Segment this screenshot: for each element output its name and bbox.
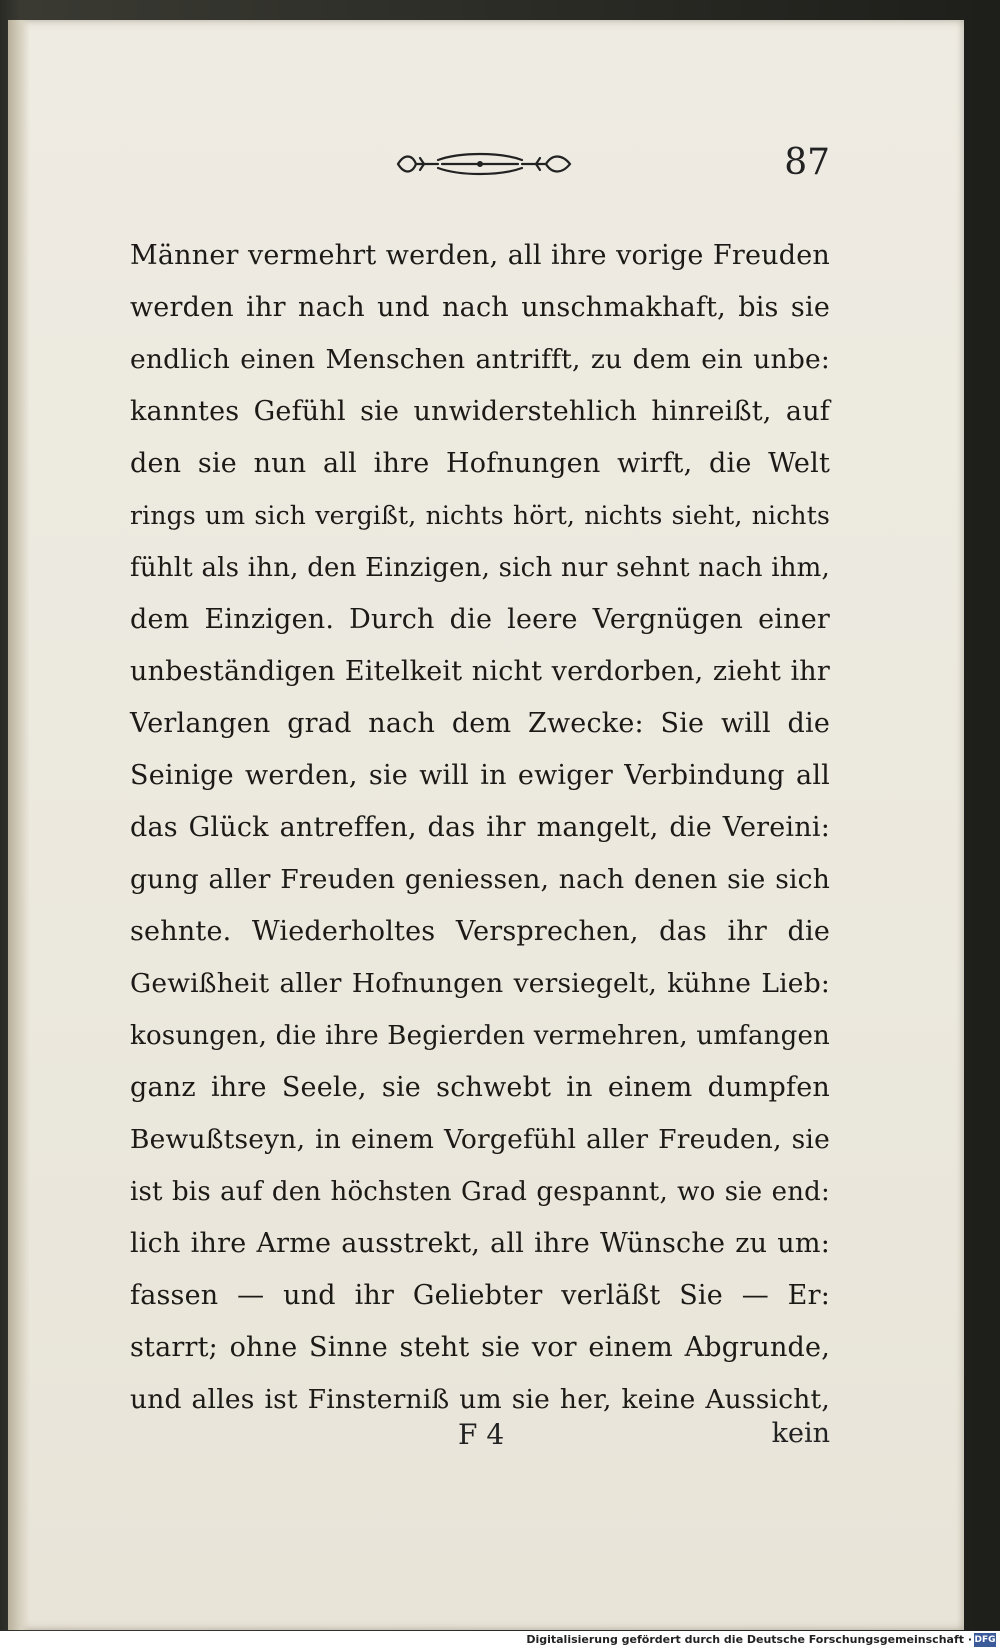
text-line: Gewißheit aller Hofnungen versiegelt, kühne Lieb: <box>130 968 830 999</box>
text-line: Männer vermehrt werden, all ihre vorige Freuden <box>130 240 830 271</box>
text-line: ist bis auf den höchsten Grad gespannt, wo sie end: <box>130 1177 830 1207</box>
header-ornament-icon <box>390 142 580 186</box>
footer-bar <box>0 1631 1000 1651</box>
text-line: Seinige werden, sie will in ewiger Verbindung all <box>130 760 830 791</box>
text-line: starrt; ohne Sinne steht sie vor einem Abgrunde, <box>130 1332 830 1363</box>
page-binding-edge <box>8 20 30 1630</box>
text-line: kosungen, die ihre Begierden vermehren, umfangen <box>130 1021 830 1051</box>
text-line: werden ihr nach und nach unschmakhaft, bis sie <box>130 292 830 323</box>
text-line: rings um sich vergißt, nichts hört, nichts sieht, nichts <box>130 501 830 530</box>
text-line: kanntes Gefühl sie unwiderstehlich hinreißt, auf <box>130 396 830 427</box>
text-line: dem Einzigen. Durch die leere Vergnügen einer <box>130 604 830 635</box>
text-line: ganz ihre Seele, sie schwebt in einem dumpfen <box>130 1072 830 1103</box>
text-line: lich ihre Arme ausstrekt, all ihre Wünsche zu um: <box>130 1228 830 1259</box>
text-line: endlich einen Menschen antrifft, zu dem ein unbe: <box>130 344 830 375</box>
footer-credit: Digitalisierung gefördert durch die Deutsche Forschungsgemeinschaft · <box>526 1633 972 1646</box>
signature-mark: F 4 <box>458 1418 505 1451</box>
text-line: fühlt als ihn, den Einzigen, sich nur sehnt nach ihm, <box>130 553 830 583</box>
text-line: den sie nun all ihre Hofnungen wirft, die Welt <box>130 448 830 479</box>
page-number: 87 <box>784 142 830 183</box>
text-line: gung aller Freuden geniessen, nach denen sie sich <box>130 864 830 895</box>
text-line: unbeständigen Eitelkeit nicht verdorben, zieht ihr <box>130 656 830 687</box>
text-line: das Glück antreffen, das ihr mangelt, die Vereini: <box>130 812 830 843</box>
text-line: Bewußtseyn, in einem Vorgefühl aller Freuden, sie <box>130 1124 830 1155</box>
text-line: Verlangen grad nach dem Zwecke: Sie will die <box>130 708 830 739</box>
text-line: und alles ist Finsterniß um sie her, keine Aussicht, <box>130 1384 830 1415</box>
text-line: sehnte. Wiederholtes Versprechen, das ihr die <box>130 916 830 947</box>
text-line: fassen — und ihr Geliebter verläßt Sie — Er: <box>130 1280 830 1311</box>
body-text <box>130 230 830 1426</box>
dfg-logo: DFG <box>974 1635 996 1645</box>
catchword: kein <box>771 1418 830 1449</box>
